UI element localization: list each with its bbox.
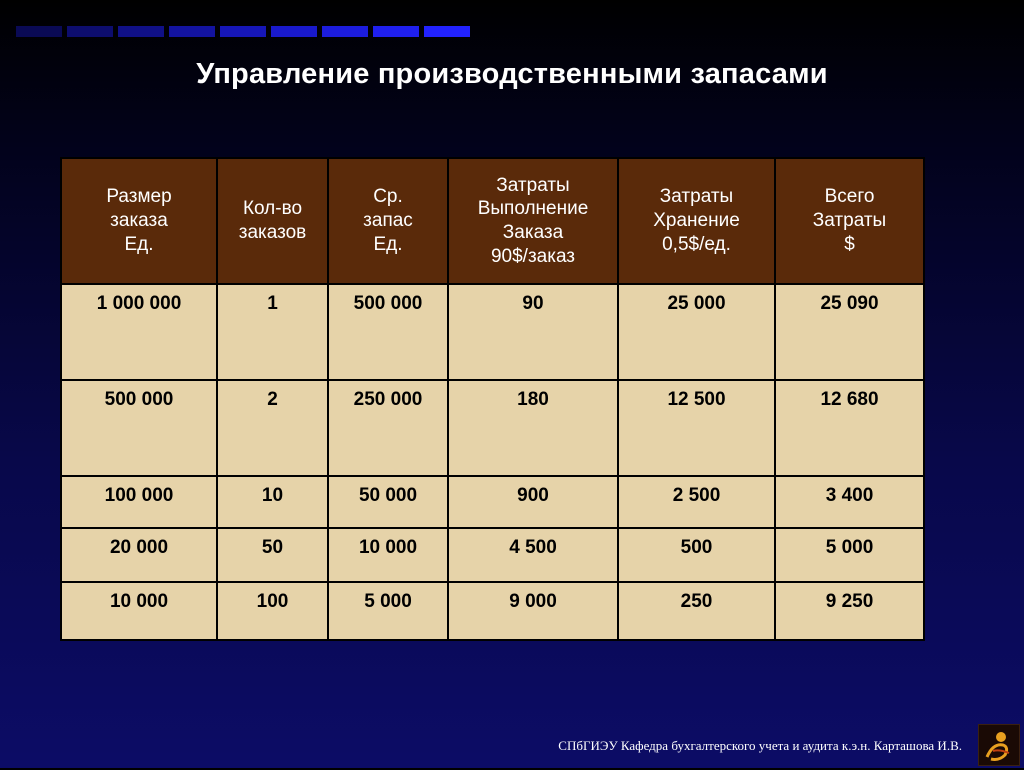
decorative-block — [322, 26, 368, 37]
slide-footer: СПбГИЭУ Кафедра бухгалтерского учета и аудита к.э.н. Карташова И.В. — [558, 738, 962, 753]
cell-order-count: 2 — [217, 380, 328, 476]
cell-order-count: 50 — [217, 528, 328, 582]
decorative-block — [118, 26, 164, 37]
header-ordering-cost: Затраты Выполнение Заказа 90$/заказ — [448, 158, 618, 284]
cell-ordering-cost: 4 500 — [448, 528, 618, 582]
header-average-stock: Ср. запас Ед. — [328, 158, 448, 284]
cell-total-cost: 9 250 — [775, 582, 924, 640]
table-header-row — [61, 158, 924, 284]
decorative-block — [424, 26, 470, 37]
decorative-block — [271, 26, 317, 37]
decorative-block — [16, 26, 62, 37]
university-logo — [978, 724, 1020, 766]
cell-ordering-cost: 9 000 — [448, 582, 618, 640]
cell-ordering-cost: 180 — [448, 380, 618, 476]
cell-holding-cost: 250 — [618, 582, 775, 640]
slide-title: Управление производственными запасами — [196, 58, 828, 90]
cell-average-stock: 250 000 — [328, 380, 448, 476]
cell-holding-cost: 500 — [618, 528, 775, 582]
decorative-block — [373, 26, 419, 37]
cell-order-size: 500 000 — [61, 380, 217, 476]
cell-order-size: 100 000 — [61, 476, 217, 528]
table-row — [61, 528, 924, 582]
table-row — [61, 476, 924, 528]
cell-holding-cost: 25 000 — [618, 284, 775, 380]
cell-total-cost: 3 400 — [775, 476, 924, 528]
cell-average-stock: 50 000 — [328, 476, 448, 528]
cell-average-stock: 500 000 — [328, 284, 448, 380]
header-order-size: Размер заказа Ед. — [61, 158, 217, 284]
cell-average-stock: 10 000 — [328, 528, 448, 582]
cell-order-size: 1 000 000 — [61, 284, 217, 380]
cell-holding-cost: 2 500 — [618, 476, 775, 528]
cell-holding-cost: 12 500 — [618, 380, 775, 476]
inventory-cost-table — [60, 157, 925, 641]
cell-total-cost: 5 000 — [775, 528, 924, 582]
header-total-cost: Всего Затраты $ — [775, 158, 924, 284]
decorative-block — [169, 26, 215, 37]
cell-order-count: 10 — [217, 476, 328, 528]
cell-ordering-cost: 900 — [448, 476, 618, 528]
decorative-block — [220, 26, 266, 37]
cell-total-cost: 25 090 — [775, 284, 924, 380]
decorative-block — [67, 26, 113, 37]
table-row — [61, 582, 924, 640]
header-order-count: Кол-во заказов — [217, 158, 328, 284]
cell-order-size: 20 000 — [61, 528, 217, 582]
cell-order-count: 100 — [217, 582, 328, 640]
table-row — [61, 380, 924, 476]
cell-total-cost: 12 680 — [775, 380, 924, 476]
cell-order-count: 1 — [217, 284, 328, 380]
cell-ordering-cost: 90 — [448, 284, 618, 380]
table-row — [61, 284, 924, 380]
cell-average-stock: 5 000 — [328, 582, 448, 640]
decorative-bar — [16, 26, 470, 37]
header-holding-cost: Затраты Хранение 0,5$/ед. — [618, 158, 775, 284]
cell-order-size: 10 000 — [61, 582, 217, 640]
